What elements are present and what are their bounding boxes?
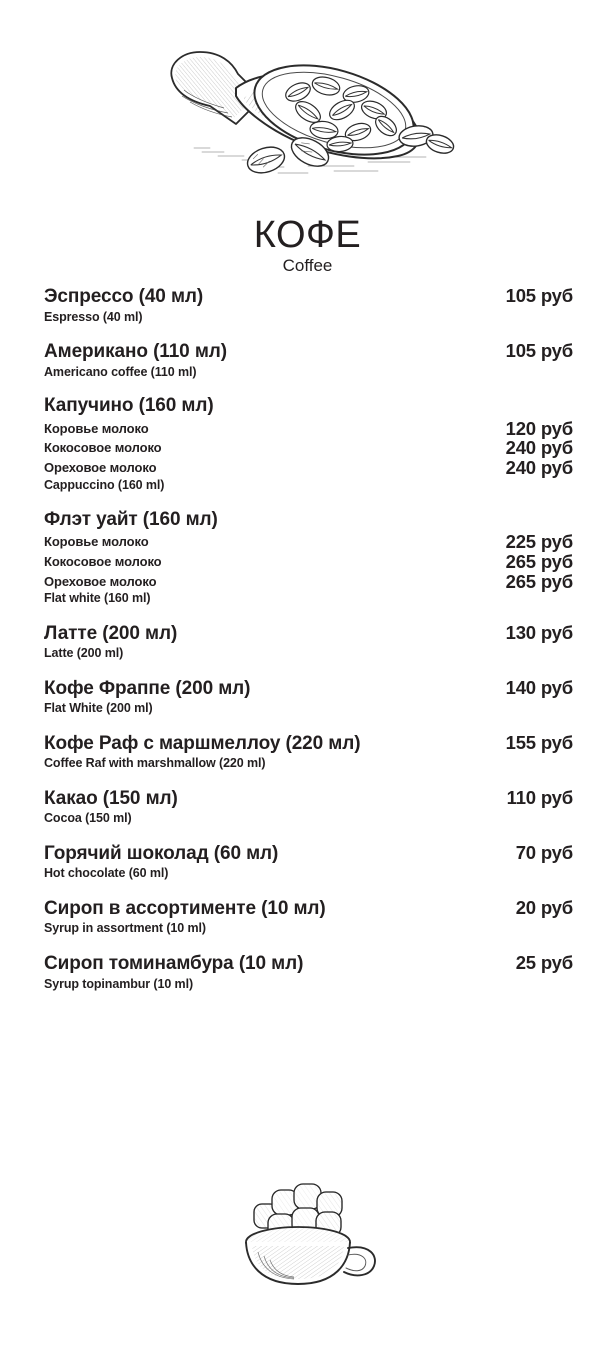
menu-variant-price: 225 руб (505, 530, 573, 552)
page-title: КОФЕ (253, 214, 362, 256)
menu-item-name: Кофе Раф с маршмеллоу (220 мл) (44, 732, 361, 754)
menu-item-price: 20 руб (515, 897, 573, 919)
menu-item-header-row (44, 897, 573, 920)
menu-item-price: 130 руб (505, 621, 573, 643)
menu-item-header-row (44, 952, 573, 975)
menu-item-header-row (44, 509, 573, 531)
menu-item-subtitle: Cappuccino (160 ml) (44, 477, 165, 492)
menu-item-name: Горячий шоколад (60 мл) (44, 843, 279, 865)
menu-variant-row (44, 458, 573, 478)
menu-item-name: Сироп в ассортименте (10 мл) (44, 898, 326, 920)
menu-item (44, 842, 573, 882)
menu-item-header-row (44, 395, 573, 417)
menu-item-price: 70 руб (515, 842, 573, 864)
menu-item-header-row (44, 340, 573, 363)
menu-item-header-row (44, 677, 573, 700)
menu-variant-label: Кокосовое молоко (44, 553, 162, 569)
menu-item (44, 285, 573, 325)
menu-item-name: Американо (110 мл) (44, 341, 227, 363)
menu-item-subtitle: Espresso (40 ml) (44, 309, 143, 324)
menu-item (44, 677, 573, 717)
menu-variant-price: 265 руб (505, 550, 573, 572)
menu-list (0, 285, 615, 992)
menu-item-name: Латте (200 мл) (44, 622, 178, 644)
menu-variant-label: Кокосовое молоко (44, 440, 162, 456)
menu-item-header-row (44, 732, 573, 755)
menu-variant-price: 240 руб (505, 457, 573, 479)
menu-item (44, 732, 573, 772)
menu-item (44, 897, 573, 937)
menu-item-price: 105 руб (505, 340, 573, 362)
cup-with-marshmallows-icon (228, 1160, 388, 1300)
menu-item-price: 110 руб (506, 787, 573, 808)
menu-variant-row (44, 532, 573, 552)
coffee-scoop-illustration-container (0, 0, 615, 200)
menu-item-subtitle: Latte (200 ml) (44, 646, 124, 661)
menu-item-price: 155 руб (505, 731, 573, 753)
menu-item (44, 509, 573, 607)
menu-item-name: Сироп томинамбура (10 мл) (44, 953, 304, 975)
menu-item-header-row (44, 842, 573, 865)
menu-variant-price: 120 руб (505, 417, 573, 439)
menu-item-variants (44, 532, 573, 607)
menu-variant-row (44, 419, 573, 439)
menu-item-subtitle: Flat white (160 ml) (44, 591, 151, 606)
page-subtitle: Coffee (282, 256, 333, 275)
menu-item-subtitle: Coffee Raf with marshmallow (220 ml) (44, 756, 266, 771)
menu-variant-row (44, 572, 573, 592)
menu-item-subtitle: Hot chocolate (60 ml) (44, 866, 169, 881)
menu-item-name: Флэт уайт (160 мл) (44, 508, 218, 530)
page-title-block (0, 216, 615, 277)
menu-item (44, 787, 573, 827)
menu-item-price: 25 руб (515, 952, 573, 974)
menu-item-name: Какао (150 мл) (44, 788, 178, 809)
menu-item (44, 952, 573, 992)
menu-item-variants (44, 419, 573, 494)
menu-variant-row (44, 552, 573, 572)
menu-item (44, 622, 573, 662)
menu-variant-label: Ореховое молоко (44, 460, 157, 476)
menu-item-subtitle: Syrup topinambur (10 ml) (44, 976, 194, 991)
menu-item-header-row (44, 622, 573, 645)
menu-item-subtitle: Syrup in assortment (10 ml) (44, 921, 206, 936)
menu-variant-label: Ореховое молоко (44, 573, 157, 589)
marshmallow-cup-illustration-container (0, 1160, 615, 1310)
menu-variant-price: 265 руб (505, 570, 573, 592)
menu-variant-row (44, 438, 573, 458)
menu-item-header-row (44, 787, 573, 810)
menu-item-name: Эспрессо (40 мл) (44, 286, 204, 308)
coffee-scoop-with-beans-icon (158, 40, 458, 190)
menu-item-subtitle: Flat White (200 ml) (44, 701, 153, 716)
menu-item (44, 395, 573, 493)
menu-variant-label: Коровье молоко (44, 420, 149, 436)
menu-item-price: 140 руб (505, 676, 573, 698)
menu-item-name: Капучино (160 мл) (44, 395, 214, 417)
menu-variant-label: Коровье молоко (44, 533, 149, 549)
menu-item-subtitle: Cocoa (150 ml) (44, 811, 132, 826)
menu-item-name: Кофе Фраппе (200 мл) (44, 677, 251, 699)
menu-item-price: 105 руб (505, 285, 573, 307)
menu-item-header-row (44, 285, 573, 308)
menu-item (44, 340, 573, 380)
menu-variant-price: 240 руб (505, 437, 573, 459)
menu-item-subtitle: Americano coffee (110 ml) (44, 364, 197, 379)
